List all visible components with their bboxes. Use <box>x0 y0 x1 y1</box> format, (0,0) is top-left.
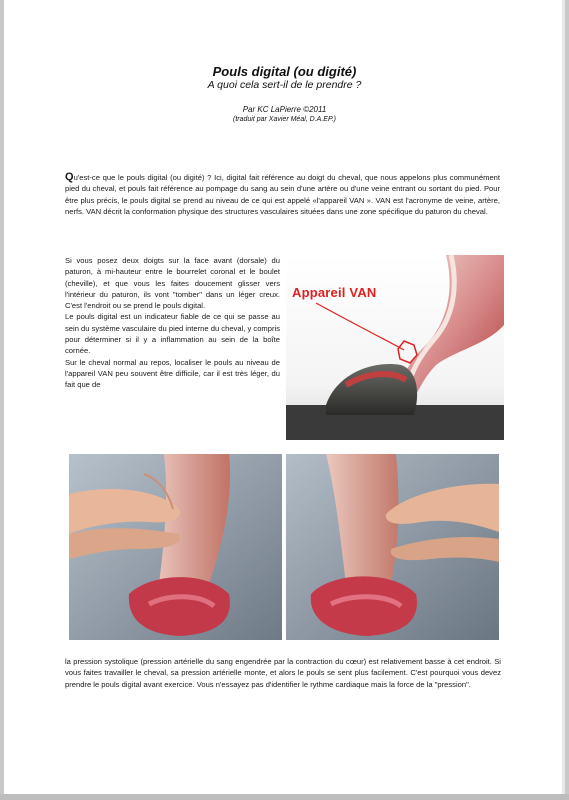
author-line: Par KC LaPierre ©2011 <box>242 105 327 114</box>
van-anatomy-photo <box>286 255 504 440</box>
palpation-photo-right <box>286 454 499 640</box>
intro-paragraph <box>65 172 500 217</box>
translator-line: (traduit par Xavier Méal, D.A.EP.) <box>233 116 336 123</box>
drop-cap: Q <box>65 171 74 183</box>
intro-text: u'est-ce que le pouls digital (ou digité) ? Ici, digital fait référence au doigt du cheval, que nous appelons plus communément pied du cheval, et pouls fait référence au pompage du sang au sein d'une artère ou d'une veine entrant ou sortant du pied. Pour être plus précis, le pouls digital se prend au niveau de ce qui est appelé «l'appareil VAN ». VAN est l'acronyme de veine, artère, nerfs. VAN décrit la conformation physique des structures vasculaires situées dans une zone spécifique du paturon du cheval. <box>65 173 500 216</box>
left-column <box>65 255 280 391</box>
column-paragraph-3: Sur le cheval normal au repos, localiser le pouls au niveau de l'appareil VAN peu souvent être difficile, car il est très léger, du fait que de <box>65 357 280 390</box>
window-border-bottom <box>0 794 569 800</box>
document-subtitle: A quoi cela sert-il de le prendre ? <box>207 79 362 91</box>
column-paragraph-1: Si vous posez deux doigts sur la face avant (dorsale) du paturon, à mi-hauteur entre le bourrelet coronal et le boulet (cheville), et que vous les faites doucement glisser vers l'intérieur du paturon, ils vont "tomber" dans un léger creux. C'est l'endroit ou se prend le pouls digital. <box>65 256 280 311</box>
van-label: Appareil VAN <box>292 285 377 300</box>
document-title: Pouls digital (ou digité) <box>212 64 357 79</box>
bottom-paragraph: la pression systolique (pression artérielle du sang engendrée par la contraction du cœur) est relativement basse à cet endroit. Si vous faites travailler le cheval, sa pression artérielle monte, et alors le pouls se sent plus facilement. C'est pourquoi vous devez prendre le pouls digital avant exercice. Vous n'essayez pas d'identifier le rythme cardiaque mais la force de la "pression". <box>65 657 501 689</box>
palpation-photo-left <box>69 454 282 640</box>
column-paragraph-2: Le pouls digital est un indicateur fiable de ce qui se passe au sein du système vasculaire du pied interne du cheval, y compris pour déterminer si il y a inflammation au sein de la boîte cornée. <box>65 312 280 356</box>
